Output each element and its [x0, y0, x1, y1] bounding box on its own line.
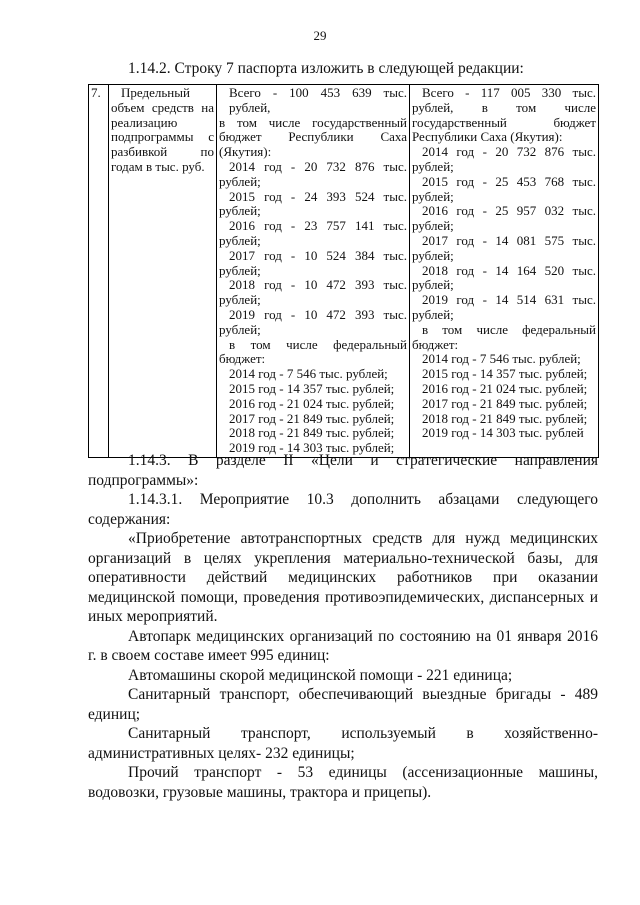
federal-budget-year: 2014 год - 7 546 тыс. рублей;: [422, 351, 581, 367]
row-label-line: объем средств на: [111, 99, 214, 115]
federal-budget-year: 2015 год - 14 357 тыс. рублей;: [422, 366, 588, 382]
budget-year-amount: 2019 год - 10 472 393 тыс.: [229, 306, 407, 322]
paragraph-1-14-3: 1.14.3. В разделе II «Цели и стратегические направления подпрограммы»:: [88, 452, 598, 489]
budget-year-amount: 2017 год - 14 081 575 тыс.: [422, 232, 596, 248]
budget-year-amount: 2016 год - 25 957 032 тыс.: [422, 203, 596, 219]
row-label-line: подпрограммы с: [111, 129, 214, 145]
budget-total-line: Республики Саха (Якутия):: [412, 129, 563, 145]
paragraph-1-14-3-1: 1.14.3.1. Мероприятие 10.3 дополнить абзацами следующего содержания:: [88, 491, 598, 528]
row-number-cell: 7.: [89, 85, 109, 458]
federal-budget-year: 2014 год - 7 546 тыс. рублей;: [229, 366, 388, 382]
budget-year-unit: рублей;: [412, 188, 454, 204]
paragraph-sanitary-brigades: Санитарный транспорт, обеспечивающий выездные бригады - 489 единиц;: [88, 686, 598, 723]
budget-year-unit: рублей;: [412, 306, 454, 322]
row-label-line: годам в тыс. руб.: [111, 158, 205, 174]
federal-budget-year: 2016 год - 21 024 тыс. рублей;: [422, 380, 588, 396]
federal-budget-year: 2015 год - 14 357 тыс. рублей;: [229, 380, 395, 396]
federal-budget-year: 2018 год - 21 849 тыс. рублей;: [229, 425, 395, 441]
federal-budget-heading: в том числе федеральный: [229, 336, 407, 352]
budget-year-amount: 2018 год - 14 164 520 тыс.: [422, 262, 596, 278]
budget-year-unit: рублей;: [412, 218, 454, 234]
budget-year-unit: рублей;: [219, 321, 261, 337]
budget-year-amount: 2015 год - 24 393 524 тыс.: [229, 188, 407, 204]
federal-budget-heading: в том числе федеральный: [422, 321, 596, 337]
budget-year-unit: рублей;: [219, 292, 261, 308]
federal-budget-year: 2016 год - 21 024 тыс. рублей;: [229, 395, 395, 411]
budget-year-unit: рублей;: [219, 232, 261, 248]
federal-budget-year: 2019 год - 14 303 тыс. рублей;: [229, 440, 395, 456]
row-label-line: разбивкой по: [111, 144, 214, 160]
budget-year-unit: рублей;: [412, 158, 454, 174]
budget-year-amount: 2014 год - 20 732 876 тыс.: [422, 144, 596, 160]
federal-budget-year: 2017 год - 21 849 тыс. рублей;: [422, 395, 588, 411]
paragraph-other-transport: Прочий транспорт - 53 единицы (ассенизационные машины, водовозки, грузовые машины, трактора и прицепы).: [88, 764, 598, 801]
federal-budget-year: 2019 год - 14 303 тыс. рублей: [422, 425, 584, 441]
budget-total-line: (Якутия):: [219, 144, 272, 160]
page-number: 29: [313, 28, 327, 43]
budget-total-line: в том числе государственный: [219, 114, 407, 130]
budget-total-line: государственный бюджет: [412, 114, 596, 130]
budget-year-unit: рублей;: [412, 247, 454, 263]
row-label-line: реализацию: [111, 114, 178, 130]
budget-year-amount: 2018 год - 10 472 393 тыс.: [229, 277, 407, 293]
budget-total-line: Всего - 100 453 639 тыс. рублей,: [229, 85, 407, 115]
federal-budget-heading: бюджет:: [219, 351, 266, 367]
budget-year-unit: рублей;: [219, 262, 261, 278]
budget-total-line: Всего - 117 005 330 тыс.: [422, 85, 596, 100]
new-wording-cell: [410, 85, 599, 458]
budget-year-unit: рублей;: [412, 277, 454, 293]
table-row: [89, 85, 599, 458]
paragraph-vehicle-purchase: «Приобретение автотранспортных средств для нужд медицинских организаций в целях укрепления материально-технической базы, для оперативности действий медицинских работников при оказании медицинской помощи, проведения противоэпидемических, диспансерных и иных мероприятий.: [88, 530, 598, 625]
row-label-line: Предельный: [121, 85, 190, 100]
budget-total-line: рублей, в том числе: [412, 99, 596, 115]
budget-year-unit: рублей;: [219, 203, 261, 219]
passport-table: [88, 84, 599, 458]
budget-year-amount: 2015 год - 25 453 768 тыс.: [422, 173, 596, 189]
old-wording-cell: [217, 85, 410, 458]
row-label-cell: [109, 85, 217, 458]
budget-year-amount: 2014 год - 20 732 876 тыс.: [229, 158, 407, 174]
federal-budget-heading: бюджет:: [412, 336, 459, 352]
intro-line: 1.14.2. Строку 7 паспорта изложить в следующей редакции:: [128, 60, 524, 77]
budget-year-unit: рублей;: [219, 173, 261, 189]
paragraph-fleet-total: Автопарк медицинских организаций по состоянию на 01 января 2016 г. в своем составе имеет 995 единиц:: [88, 627, 598, 664]
paragraph-ambulances: Автомашины скорой медицинской помощи - 221 единица;: [128, 666, 513, 684]
budget-total-line: бюджет Республики Саха: [219, 129, 407, 145]
budget-year-amount: 2017 год - 10 524 384 тыс.: [229, 247, 407, 263]
budget-year-amount: 2016 год - 23 757 141 тыс.: [229, 218, 407, 234]
paragraph-sanitary-admin: Санитарный транспорт, используемый в хозяйственно-административных целях- 232 единицы;: [88, 725, 598, 762]
budget-year-amount: 2019 год - 14 514 631 тыс.: [422, 292, 596, 308]
federal-budget-year: 2018 год - 21 849 тыс. рублей;: [422, 410, 588, 426]
federal-budget-year: 2017 год - 21 849 тыс. рублей;: [229, 410, 395, 426]
body-text: [88, 451, 598, 802]
